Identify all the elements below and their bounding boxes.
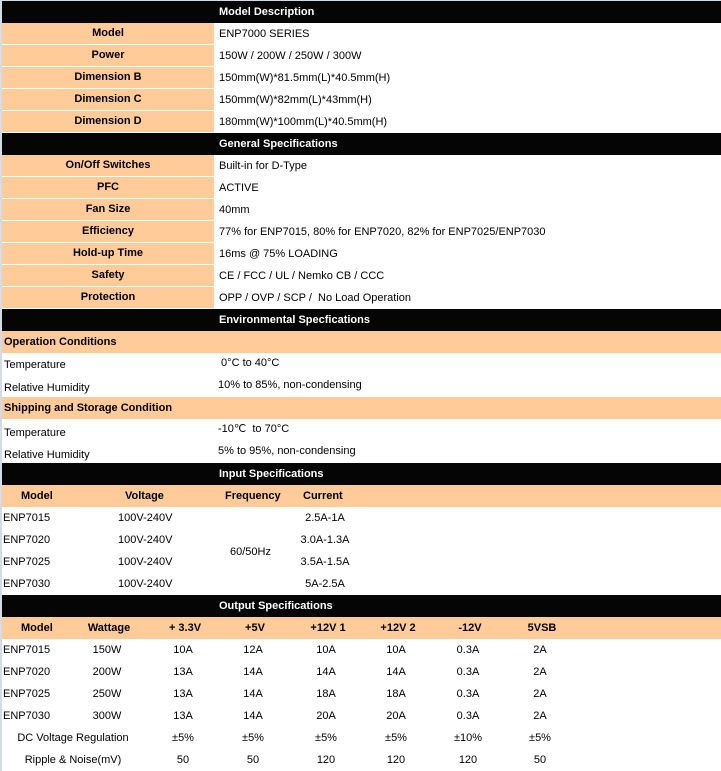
env-label: Relative Humidity xyxy=(4,382,90,394)
ripple-value: 50 xyxy=(533,754,547,766)
spec-value: 150W / 200W / 250W / 300W xyxy=(219,50,362,62)
spec-label: Efficiency xyxy=(2,221,214,242)
env-row-operation-temperature xyxy=(2,353,721,375)
output-cell: 14A xyxy=(243,666,263,678)
input-column-headers xyxy=(2,485,721,507)
spec-label: Hold-up Time xyxy=(2,243,214,264)
output-col-header: -12V xyxy=(458,622,482,634)
output-row xyxy=(2,639,721,661)
spec-row xyxy=(2,67,721,89)
output-cell: 13A xyxy=(173,688,193,700)
section-title: Output Specifications xyxy=(219,600,333,612)
general-specifications-rows xyxy=(2,155,721,309)
input-col-frequency: Frequency xyxy=(225,490,281,502)
output-row xyxy=(2,683,721,705)
input-current: 5A-2.5A xyxy=(305,578,345,590)
env-value: -10℃ to 70°C xyxy=(218,423,290,435)
subsection-title: Operation Conditions xyxy=(4,336,117,348)
env-label: Temperature xyxy=(4,427,66,439)
env-label: Relative Humidity xyxy=(4,449,90,461)
section-title: Environmental Specfications xyxy=(219,314,370,326)
input-current: 2.5A-1A xyxy=(305,512,345,524)
env-value: 0°C to 40°C xyxy=(218,357,280,369)
regulation-label: DC Voltage Regulation xyxy=(17,732,129,744)
output-row-regulation xyxy=(2,727,721,749)
input-row xyxy=(2,551,721,573)
output-cell: 200W xyxy=(92,666,122,678)
output-cell: 14A xyxy=(386,666,406,678)
regulation-value: ±5% xyxy=(529,732,551,744)
output-row xyxy=(2,705,721,727)
section-header-output-specifications xyxy=(2,595,721,617)
input-row xyxy=(2,507,721,529)
output-cell: ENP7030 xyxy=(3,710,51,722)
spec-row xyxy=(2,111,721,133)
input-voltage: 100V-240V xyxy=(118,556,173,568)
input-voltage: 100V-240V xyxy=(118,534,173,546)
output-cell: 10A xyxy=(316,644,336,656)
output-cell: 10A xyxy=(173,644,193,656)
spec-label: Model xyxy=(2,23,214,44)
input-row xyxy=(2,529,721,551)
input-col-voltage: Voltage xyxy=(125,490,164,502)
input-col-model: Model xyxy=(21,490,53,502)
env-value: 10% to 85%, non-condensing xyxy=(218,379,362,391)
output-cell: ENP7015 xyxy=(3,644,51,656)
spec-value: 150mm(W)*81.5mm(L)*40.5mm(H) xyxy=(219,72,391,84)
spec-value: OPP / OVP / SCP / No Load Operation xyxy=(219,292,411,304)
spec-sheet xyxy=(2,1,721,771)
spec-value: 77% for ENP7015, 80% for ENP7020, 82% for ENP7025/ENP7030 xyxy=(219,226,546,238)
output-col-header: + 3.3V xyxy=(168,622,202,634)
output-cell: 150W xyxy=(92,644,122,656)
output-cell: 20A xyxy=(386,710,406,722)
spec-row xyxy=(2,155,721,177)
section-title: Model Description xyxy=(219,6,315,18)
section-title: General Specifications xyxy=(219,138,338,150)
input-model: ENP7030 xyxy=(3,578,51,590)
input-model: ENP7025 xyxy=(3,556,51,568)
output-cell: 12A xyxy=(243,644,263,656)
section-header-model-description xyxy=(2,1,721,23)
output-cell: 0.3A xyxy=(456,688,480,700)
spec-value: CE / FCC / UL / Nemko CB / CCC xyxy=(219,270,385,282)
env-label: Temperature xyxy=(4,359,66,371)
spec-value: ENP7000 SERIES xyxy=(219,28,310,40)
spec-label: Safety xyxy=(2,265,214,286)
input-model: ENP7015 xyxy=(3,512,51,524)
output-cell: 18A xyxy=(316,688,336,700)
regulation-value: ±10% xyxy=(453,732,483,744)
input-voltage: 100V-240V xyxy=(118,512,173,524)
output-cell: 0.3A xyxy=(456,666,480,678)
output-rows xyxy=(2,639,721,727)
output-cell: 14A xyxy=(316,666,336,678)
spec-row xyxy=(2,265,721,287)
output-cell: 14A xyxy=(243,688,263,700)
output-row-ripple xyxy=(2,749,721,771)
output-cell: 2A xyxy=(533,644,547,656)
output-col-header: Model xyxy=(21,622,53,634)
model-description-rows xyxy=(2,23,721,133)
spec-row xyxy=(2,23,721,45)
ripple-label: Ripple & Noise(mV) xyxy=(24,754,122,766)
output-col-header: +12V 1 xyxy=(310,622,346,634)
output-cell: 250W xyxy=(92,688,122,700)
spec-label: Dimension B xyxy=(2,67,214,88)
spec-value: 150mm(W)*82mm(L)*43mm(H) xyxy=(219,94,372,106)
spec-value: 16ms @ 75% LOADING xyxy=(219,248,338,260)
spec-label: Protection xyxy=(2,287,214,308)
regulation-value: ±5% xyxy=(242,732,264,744)
output-cell: 2A xyxy=(533,710,547,722)
spec-label: PFC xyxy=(2,177,214,198)
output-cell: 18A xyxy=(386,688,406,700)
output-cell: 20A xyxy=(316,710,336,722)
spec-row xyxy=(2,89,721,111)
input-col-current: Current xyxy=(303,490,343,502)
subsection-shipping-storage xyxy=(2,397,721,419)
input-current: 3.5A-1.5A xyxy=(300,556,350,568)
output-cell: 0.3A xyxy=(456,710,480,722)
input-row xyxy=(2,573,721,595)
output-cell: ENP7020 xyxy=(3,666,51,678)
output-cell: 2A xyxy=(533,666,547,678)
output-cell: 10A xyxy=(386,644,406,656)
env-row-operation-humidity xyxy=(2,375,721,397)
output-col-header: +12V 2 xyxy=(380,622,416,634)
env-row-shipping-humidity xyxy=(2,441,721,463)
input-current: 3.0A-1.3A xyxy=(300,534,350,546)
spec-row xyxy=(2,287,721,309)
output-col-header: 5VSB xyxy=(527,622,557,634)
section-title: Input Specifications xyxy=(219,468,324,480)
regulation-value: ±5% xyxy=(385,732,407,744)
ripple-value: 120 xyxy=(316,754,336,766)
ripple-value: 50 xyxy=(176,754,190,766)
output-cell: 300W xyxy=(92,710,122,722)
regulation-value: ±5% xyxy=(172,732,194,744)
section-header-input-specifications xyxy=(2,463,721,485)
ripple-value: 50 xyxy=(246,754,260,766)
spec-label: Power xyxy=(2,45,214,66)
spec-label: Dimension D xyxy=(2,111,214,132)
output-col-header: +5V xyxy=(245,622,265,634)
output-cell: 13A xyxy=(173,710,193,722)
output-row xyxy=(2,661,721,683)
input-voltage: 100V-240V xyxy=(118,578,173,590)
input-model: ENP7020 xyxy=(3,534,51,546)
subsection-operation-conditions xyxy=(2,331,721,353)
output-cell: 13A xyxy=(173,666,193,678)
spec-value: 180mm(W)*100mm(L)*40.5mm(H) xyxy=(219,116,388,128)
spec-value: 40mm xyxy=(219,204,250,216)
env-value: 5% to 95%, non-condensing xyxy=(218,445,356,457)
spec-label: Fan Size xyxy=(2,199,214,220)
input-rows xyxy=(2,507,721,595)
output-cell: 14A xyxy=(243,710,263,722)
output-cell: 2A xyxy=(533,688,547,700)
spec-value: ACTIVE xyxy=(219,182,259,194)
spec-row xyxy=(2,177,721,199)
spec-label: Dimension C xyxy=(2,89,214,110)
ripple-value: 120 xyxy=(458,754,478,766)
spec-value: Built-in for D-Type xyxy=(219,160,308,172)
spec-row xyxy=(2,221,721,243)
output-cell: ENP7025 xyxy=(3,688,51,700)
ripple-value: 120 xyxy=(386,754,406,766)
subsection-title: Shipping and Storage Condition xyxy=(4,402,173,414)
spec-row xyxy=(2,45,721,67)
output-column-headers xyxy=(2,617,721,639)
output-col-header: Wattage xyxy=(87,622,131,634)
regulation-value: ±5% xyxy=(315,732,337,744)
section-header-general-specifications xyxy=(2,133,721,155)
output-cell: 0.3A xyxy=(456,644,480,656)
spec-label: On/Off Switches xyxy=(2,155,214,176)
env-row-shipping-temperature xyxy=(2,419,721,441)
input-frequency-value: 60/50Hz xyxy=(230,546,271,558)
spec-row xyxy=(2,243,721,265)
section-header-environmental-specifications xyxy=(2,309,721,331)
spec-row xyxy=(2,199,721,221)
